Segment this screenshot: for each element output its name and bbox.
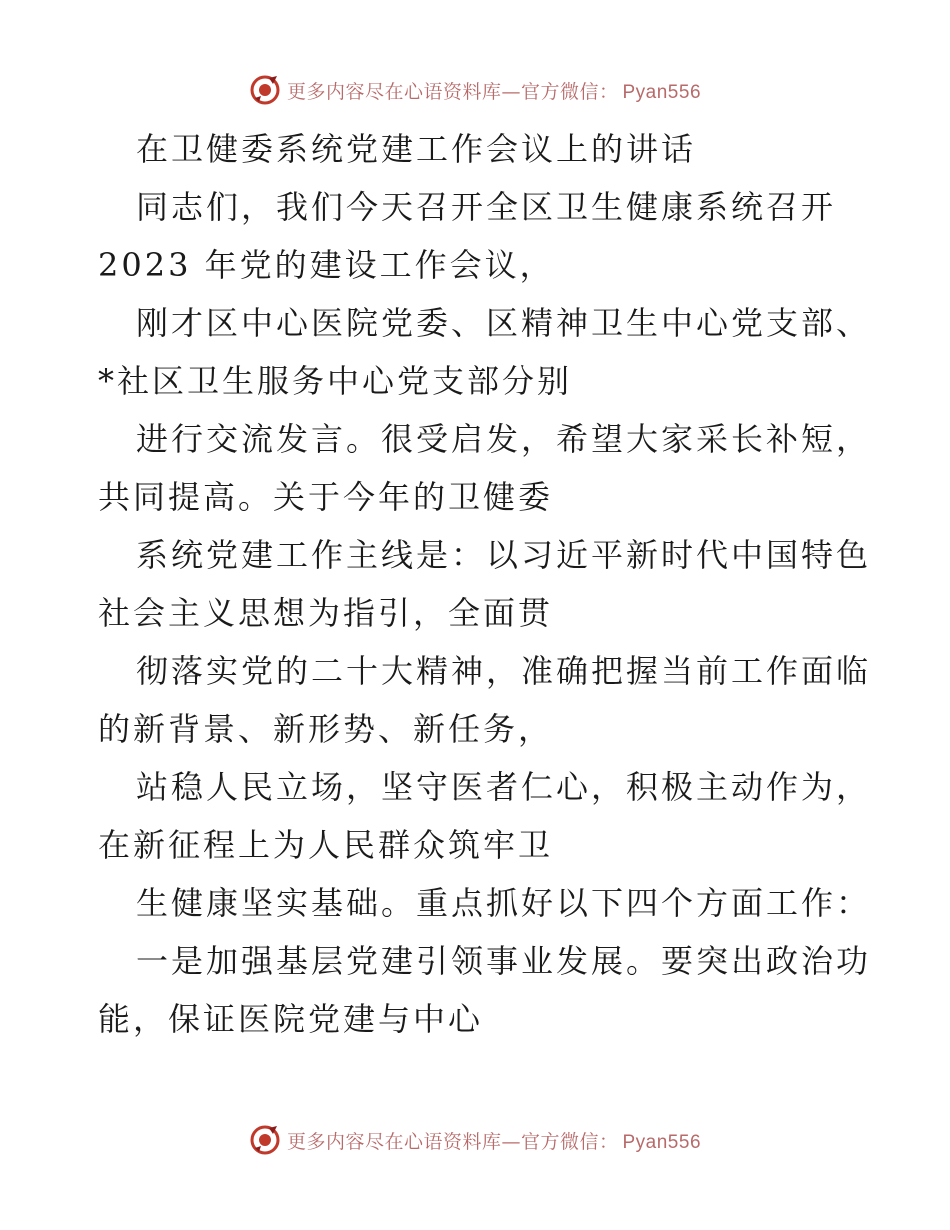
- paragraph-line: 生健康坚实基础。重点抓好以下四个方面工作：: [136, 884, 872, 922]
- paragraph-line: 在新征程上为人民群众筑牢卫: [98, 826, 554, 864]
- paragraph-line: 2023 年党的建设工作会议，: [98, 246, 555, 284]
- header-banner-id: Pyan556: [622, 81, 702, 103]
- paragraph-line: 站稳人民立场，坚守医者仁心，积极主动作为，: [136, 768, 872, 806]
- paragraph-line: 彻落实党的二十大精神，准确把握当前工作面临: [136, 652, 872, 690]
- document-title: 在卫健委系统党建工作会议上的讲话: [136, 130, 697, 168]
- paragraph-line: 系统党建工作主线是：以习近平新时代中国特色: [136, 536, 872, 574]
- paragraph-line: 刚才区中心医院党委、区精神卫生中心党支部、: [136, 304, 872, 342]
- footer-banner-id: Pyan556: [622, 1131, 702, 1153]
- footer-banner: [0, 1120, 950, 1160]
- paragraph-line: 一是加强基层党建引领事业发展。要突出政治功: [136, 942, 872, 980]
- paragraph-line: 的新背景、新形势、新任务，: [98, 710, 554, 748]
- paragraph-line: 能，保证医院党建与中心: [98, 1000, 484, 1038]
- pen-logo-icon: [249, 1124, 281, 1156]
- paragraph-line: 同志们，我们今天召开全区卫生健康系统召开: [136, 188, 837, 226]
- pen-logo-icon: [249, 74, 281, 106]
- header-banner-text: 更多内容尽在心语资料库—官方微信：: [286, 80, 619, 103]
- paragraph-line: 进行交流发言。很受启发，希望大家采长补短，: [136, 420, 872, 458]
- footer-banner-text: 更多内容尽在心语资料库—官方微信：: [286, 1130, 619, 1153]
- header-banner: [0, 70, 950, 110]
- document-body: [98, 120, 878, 1048]
- paragraph-line: 共同提高。关于今年的卫健委: [98, 478, 554, 516]
- paragraph-line: *社区卫生服务中心党支部分别: [98, 362, 573, 400]
- paragraph-line: 社会主义思想为指引，全面贯: [98, 594, 554, 632]
